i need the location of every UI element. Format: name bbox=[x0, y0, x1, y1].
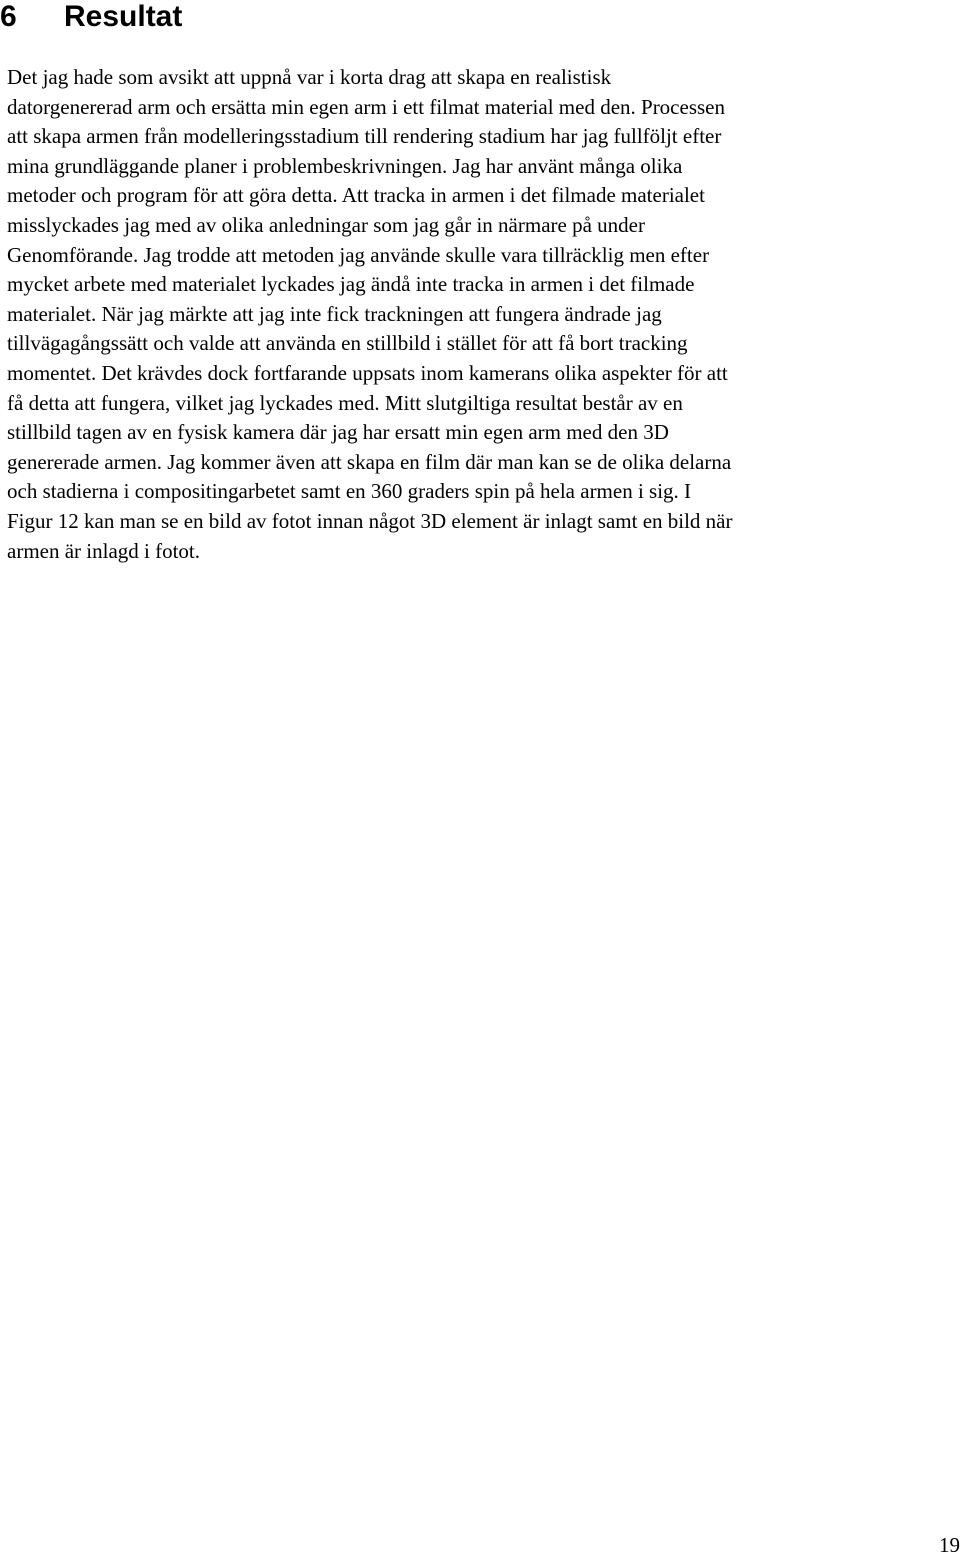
paragraph-line: genererade armen. Jag kommer även att skapa en film där man kan se de olika delarna bbox=[7, 449, 732, 474]
paragraph-line: och stadierna i compositingarbetet samt en 360 graders spin på hela armen i sig. I bbox=[7, 479, 692, 504]
section-number: 6 bbox=[0, 0, 17, 33]
paragraph-line: mina grundläggande planer i problembeskrivningen. Jag har använt många olika bbox=[7, 153, 683, 178]
paragraph-line: datorgenererad arm och ersätta min egen arm i ett filmat material med den. Processen bbox=[7, 94, 725, 119]
paragraph-line: armen är inlagd i fotot. bbox=[7, 538, 201, 563]
body-paragraph bbox=[7, 63, 957, 566]
paragraph-line: mycket arbete med materialet lyckades jag ändå inte tracka in armen i det filmade bbox=[7, 272, 695, 297]
paragraph-line: Genomförande. Jag trodde att metoden jag använde skulle vara tillräcklig men efter bbox=[7, 242, 710, 267]
paragraph-line: tillvägagångssätt och valde att använda en stillbild i stället för att få bort tracking bbox=[7, 331, 688, 356]
paragraph-line: materialet. När jag märkte att jag inte fick trackningen att fungera ändrade jag bbox=[7, 301, 662, 326]
paragraph-line: Det jag hade som avsikt att uppnå var i korta drag att skapa en realistisk bbox=[7, 65, 612, 89]
paragraph-line: momentet. Det krävdes dock fortfarande uppsats inom kamerans olika aspekter för att bbox=[7, 360, 728, 385]
paragraph-line: få detta att fungera, vilket jag lyckades med. Mitt slutgiltiga resultat består av en bbox=[7, 390, 683, 415]
page-number: 19 bbox=[939, 1533, 960, 1557]
paragraph-line: metoder och program för att göra detta. Att tracka in armen i det filmade materialet bbox=[7, 183, 705, 208]
paragraph-line: stillbild tagen av en fysisk kamera där jag har ersatt min egen arm med den 3D bbox=[7, 420, 669, 445]
paragraph-line: misslyckades jag med av olika anledningar som jag går in närmare på under bbox=[7, 212, 645, 237]
section-title: Resultat bbox=[64, 0, 183, 33]
paragraph-line: att skapa armen från modelleringsstadium till rendering stadium har jag fullföljt efter bbox=[7, 124, 722, 149]
paragraph-line: Figur 12 kan man se en bild av fotot innan något 3D element är inlagt samt en bild när bbox=[7, 508, 733, 533]
section-heading bbox=[0, 0, 182, 34]
